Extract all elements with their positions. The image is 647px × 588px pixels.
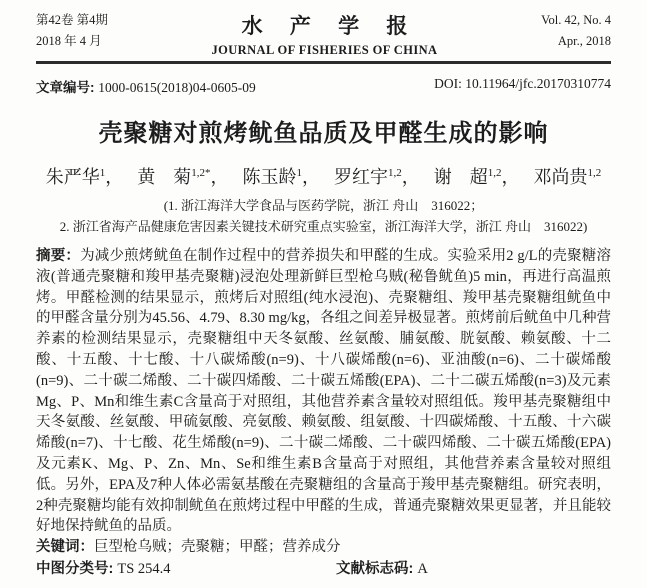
document-code <box>336 559 428 580</box>
issue-date-cn: 2018 年 4 月 <box>36 34 102 48</box>
affiliations <box>36 195 611 237</box>
author <box>243 167 321 187</box>
clc-label: 中图分类号: <box>36 560 118 577</box>
masthead-divider <box>36 61 611 64</box>
article-meta-row <box>36 76 611 96</box>
document-code-label: 文献标志码: <box>336 560 418 577</box>
keywords-text: 巨型枪乌贼；壳聚糖；甲醛；营养成分 <box>94 539 341 556</box>
volume-number-en: Vol. 42, No. 4 <box>541 13 611 27</box>
abstract-text: 为减少煎烤鱿鱼在制作过程中的营养损失和甲醛的生成。实验采用2 g/L的壳聚糖溶液(普通壳聚糖和羧甲基壳聚糖)浸泡处理新鲜巨型枪乌贼(秘鲁鱿鱼)5 min，再进行高温煎烤。甲醛检测的结果显示，煎烤后对照组(纯水浸泡)、壳聚糖组、羧甲基壳聚糖组鱿鱼中的甲醛含量分别为45.56、4.79、8.30 mg/kg，各组之间差异极显著。煎烤前后鱿鱼中几种营养素的检测结果显示，壳聚糖组中天冬氨酸、丝氨酸、脯氨酸、胱氨酸、赖氨酸、十二酸、十五酸、十七酸、十八碳烯酸(n=9)、十八碳烯酸(n=6)、亚油酸(n=6)、二十碳烯酸(n=9)、二十碳二烯酸、二十碳四烯酸、二十碳五烯酸(EPA)、二十二碳五烯酸(n=3)及元素Mg、P、Mn和维生素C含量高于对照组，其他营养素含量较对照组低。羧甲基壳聚糖组中天冬氨酸、丝氨酸、甲硫氨酸、亮氨酸、赖氨酸、组氨酸、十四碳烯酸、十五酸、十六碳烯酸(n=7)、十七酸、花生烯酸(n=9)、二十碳二烯酸、二十碳四烯酸、二十碳五烯酸(EPA)及元素K、Mg、P、Zn、Mn、Se和维生素B含量高于对照组，其他营养素含量较对照组低。另外，EPA及7种人体必需氨基酸在壳聚糖组的含量高于羧甲基壳聚糖组。研究表明，2种壳聚糖均能有效抑制鱿鱼在煎烤过程中甲醛的生成，普通壳聚糖效果更显著，并且能较好地保持鱿鱼的品质。 <box>36 248 611 535</box>
author-superscript: 1 <box>296 167 302 179</box>
author <box>534 167 602 187</box>
masthead-right <box>541 10 611 52</box>
article-number-value: 1000-0615(2018)04-0605-09 <box>98 80 256 95</box>
authors-line <box>36 163 611 189</box>
author-superscript: 1,2 <box>388 167 402 179</box>
keywords-label: 关键词： <box>36 539 94 556</box>
abstract-label: 摘要： <box>36 248 81 264</box>
author-name: 谢 超 <box>433 167 488 187</box>
author-separator: ， <box>105 167 124 187</box>
issue-date-en: Apr., 2018 <box>557 34 611 48</box>
author-superscript: 1,2 <box>587 167 602 179</box>
keywords-line <box>36 537 611 558</box>
author-name: 邓尚贵 <box>533 167 588 187</box>
author-superscript: 1,2* <box>191 167 211 179</box>
affiliation-line-2: 2. 浙江省海产品健康危害因素关键技术研究重点实验室，浙江海洋大学，浙江 舟山 316022) <box>59 219 588 234</box>
author-name: 罗红宇 <box>334 167 388 187</box>
author <box>46 167 124 187</box>
author <box>334 167 420 187</box>
author-name: 黄 菊 <box>137 167 192 187</box>
classification-row <box>36 559 611 580</box>
author-separator: ， <box>302 167 320 187</box>
author <box>434 167 520 187</box>
masthead-left <box>36 10 108 52</box>
author-separator: ， <box>210 167 229 187</box>
author <box>137 167 228 187</box>
author-superscript: 1 <box>99 167 106 179</box>
author-separator: ， <box>501 167 520 187</box>
affiliation-line-1: (1. 浙江海洋大学食品与医药学院，浙江 舟山 316022； <box>163 198 484 213</box>
author-superscript: 1,2 <box>487 167 502 179</box>
author-name: 朱严华 <box>45 167 100 187</box>
article-number-label: 文章编号: <box>36 80 99 95</box>
journal-masthead <box>36 10 611 58</box>
article-number <box>36 76 256 96</box>
abstract-paragraph <box>36 246 611 537</box>
author-name: 陈玉龄 <box>242 167 297 187</box>
author-separator: ， <box>401 167 420 187</box>
clc-number <box>36 559 336 580</box>
journal-title-en: JOURNAL OF FISHERIES OF CHINA <box>211 43 438 57</box>
journal-title-cn: 水 产 学 报 <box>241 14 419 38</box>
masthead-center <box>108 10 541 58</box>
clc-value: TS 254.4 <box>117 560 171 577</box>
issue-number-cn: 第42卷 第4期 <box>36 13 108 27</box>
paper-title: 壳聚糖对煎烤鱿鱼品质及甲醛生成的影响 <box>98 120 549 147</box>
document-code-value: A <box>417 560 428 577</box>
doi-value: DOI: 10.11964/jfc.20170310774 <box>434 76 611 91</box>
